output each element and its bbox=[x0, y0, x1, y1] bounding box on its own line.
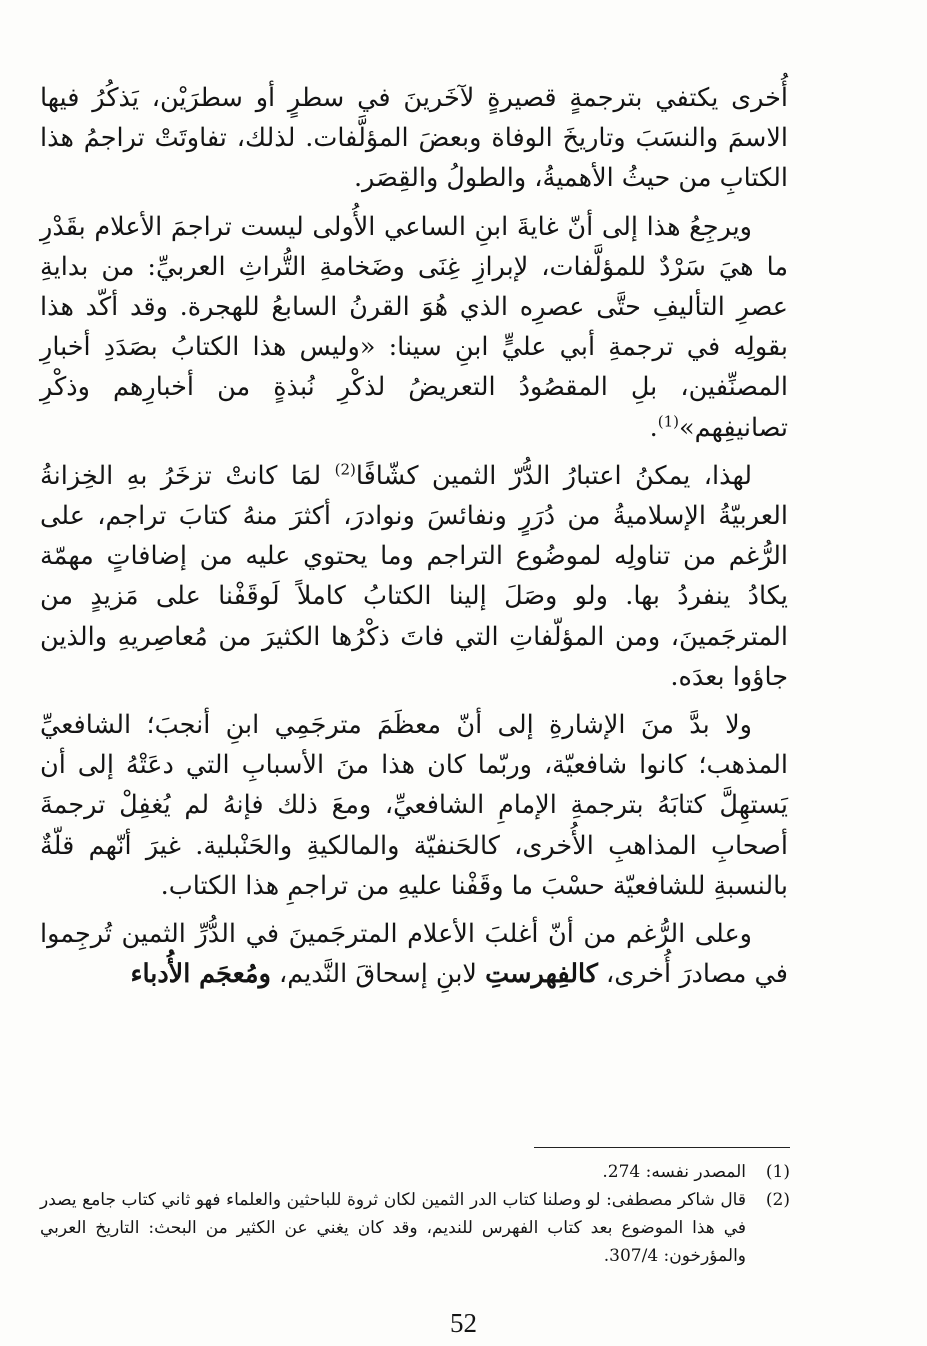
footnotes bbox=[40, 1158, 790, 1270]
main-text bbox=[40, 78, 788, 1002]
footnote-text: المصدر نفسه: 274. bbox=[602, 1162, 746, 1182]
paragraph bbox=[40, 207, 788, 448]
footnote-number: (2) bbox=[765, 1190, 790, 1210]
footnote-number: (1) bbox=[765, 1162, 790, 1182]
paragraph bbox=[40, 78, 788, 199]
paragraph bbox=[40, 456, 788, 697]
paragraph-text: لابنِ إسحاقَ النَّديم، bbox=[270, 959, 486, 990]
paragraph-text: وعلى الرُّغم من أنّ أغلبَ الأعلام المترجَمينَ في الدُّرِّ الثمين تُرجِموا في مصادرَ أُخرى، bbox=[40, 919, 788, 990]
footnote-text: قال شاكر مصطفى: لو وصلنا كتاب الدر الثمين لكان ثروة للباحثين والعلماء فهو ثاني كتاب جامع يصدر في هذا الموضوع بعد كتاب الفهرس للنديم، وقد كان يغني عن الكثير من البحث: التاريخ العربي والمؤرخون: 307/4. bbox=[40, 1190, 746, 1266]
paragraph-text: أُخرى يكتفي بترجمةٍ قصيرةٍ لآخَرينَ في سطرٍ أو سطرَيْن، يَذكُرُ فيها الاسمَ والنسَبَ وتاريخَ الوفاة وبعضَ المؤلَّفات. لذلك، تفاوتَتْ تراجمُ هذا الكتابِ من حيثُ الأهميةُ، والطولُ والقِصَر. bbox=[40, 83, 788, 194]
footnote-ref[interactable]: (1) bbox=[657, 412, 679, 431]
book-title: كالفِهرستِ bbox=[485, 959, 598, 990]
paragraph bbox=[40, 914, 788, 994]
paragraph-text: ويرجِعُ هذا إلى أنّ غايةَ ابنِ الساعي الأُولى ليست تراجمَ الأعلام بقَدْرِ ما هيَ سَرْدٌ للمؤلَّفات، لإبرازِ غِنَى وضَخامةِ التُّراثِ العربيِّ: من بدايةِ عصرِ التأليفِ حتَّى عصرِه الذي هُوَ القرنُ السابعُ للهجرة. وقد أكّد هذا بقولِه في ترجمةِ أبي عليٍّ ابنِ سينا: «وليس هذا الكتابُ بصَدَدِ أخبارِ المصنِّفين، بلِ المقصُودُ التعريضُ لذكْرِ نُبذةٍ من أخبارِهم وذكْرِ تصانيفِهم» bbox=[40, 211, 788, 443]
footnote bbox=[40, 1186, 790, 1270]
paragraph-text: لهذا، يمكنُ اعتبارُ الدُّرّ الثمين كشّافًا bbox=[355, 460, 752, 491]
page-number: 52 bbox=[450, 1308, 477, 1338]
paragraph-text: ولا بدَّ منَ الإشارةِ إلى أنّ معظَمَ مترجَمِي ابنِ أنجبَ؛ الشافعيِّ المذهب؛ كانوا شافعيّة، وربّما كان هذا منَ الأسبابِ التي دعَتْهُ إلى أن يَستهِلَّ كتابَهُ بترجمةِ الإمامِ الشافعيِّ، ومعَ ذلك فإنهُ لم يُغفِلْ ترجمةَ أصحابِ المذاهبِ الأُخرى، كالحَنفيّة والمالكيةِ والحَنْبلية. غيرَ أنّهم قلّةٌ بالنسبةِ للشافعيّة حسْبَ ما وقَفْنا عليهِ من تراجمِ هذا الكتاب. bbox=[40, 710, 788, 901]
footnote-separator bbox=[534, 1147, 790, 1148]
paragraph bbox=[40, 705, 788, 906]
footnote-ref[interactable]: (2) bbox=[334, 460, 356, 479]
footnote bbox=[40, 1158, 790, 1186]
book-title: ومُعجَم الأُدباء bbox=[130, 959, 271, 990]
paragraph-text: . bbox=[649, 412, 658, 443]
paragraph-text: لمَا كانتْ تزخَرُ بهِ الخِزانةُ العربيّةُ الإسلاميةُ من دُرَرٍ ونفائسَ ونوادرَ، أكثرَ منهُ كتابَ تراجم، على الرُّغم من تناولِه لموضُوع التراجم وما يحتوي عليه من إضافاتٍ مهمّة يكادُ ينفردُ بها. ولو وصَلَ إلينا الكتابُ كاملاً لَوقَفْنا على مَزيدٍ من المترجَمينَ، ومن المؤلّفاتِ التي فاتَ ذكْرُها الكثيرَ من مُعاصِريهِ والذين جاؤوا بعدَه. bbox=[40, 460, 788, 692]
